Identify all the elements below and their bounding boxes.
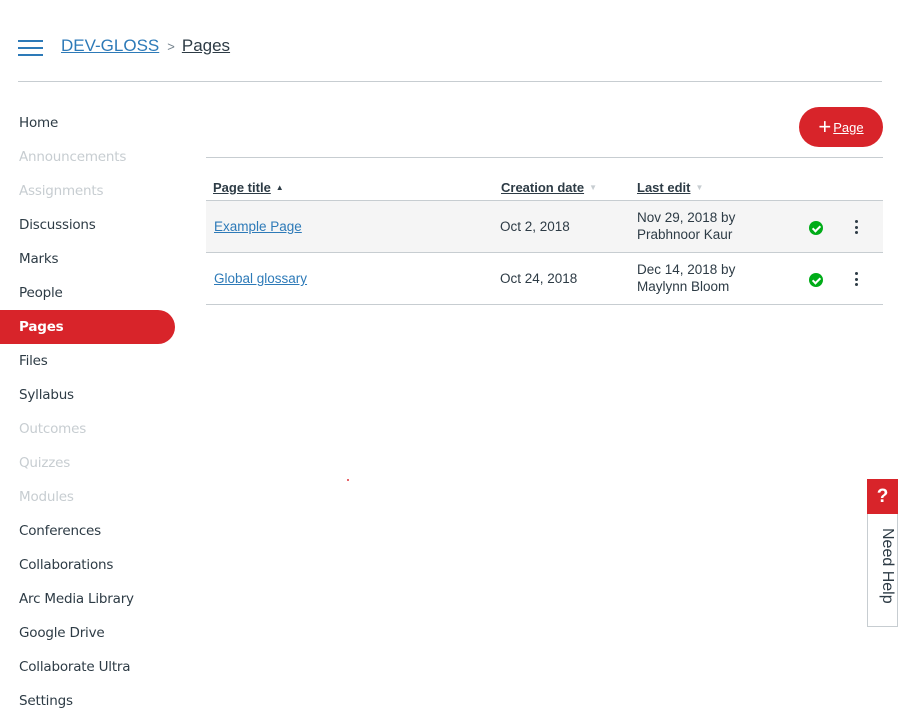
column-header-creation-date[interactable]: Creation date ▼ — [501, 180, 597, 195]
sidebar-item-settings[interactable]: Settings — [19, 693, 73, 709]
plus-icon: + — [818, 114, 832, 139]
page-title-link[interactable]: Global glossary — [214, 271, 308, 286]
last-edit — [637, 261, 735, 295]
add-page-label: Page — [833, 119, 864, 135]
hamburger-menu-icon[interactable] — [18, 40, 43, 58]
last-edit-author: Prabhnoor Kaur — [637, 227, 733, 242]
sidebar-item-pages[interactable]: Pages — [0, 310, 175, 344]
table-row — [206, 201, 883, 253]
breadcrumb-current-page[interactable]: Pages — [181, 36, 231, 55]
need-help-tab[interactable] — [867, 479, 898, 627]
page-header — [0, 0, 898, 82]
breadcrumb-course-link[interactable]: DEV-GLOSS — [61, 36, 160, 55]
toolbar-divider — [206, 157, 883, 158]
last-edit-author: Maylynn Bloom — [637, 279, 730, 294]
sidebar-item-people[interactable]: People — [19, 285, 63, 301]
breadcrumb-separator-icon: > — [167, 38, 175, 54]
last-edit-date: Nov 29, 2018 by — [637, 210, 736, 225]
pages-table-header — [206, 176, 883, 200]
sidebar-item-files[interactable]: Files — [19, 353, 48, 369]
sidebar-item-home[interactable]: Home — [19, 115, 59, 131]
last-edit — [637, 209, 735, 243]
last-edit-date: Dec 14, 2018 by — [637, 262, 736, 277]
creation-date: Oct 24, 2018 — [500, 271, 578, 286]
page-title-link[interactable]: Example Page — [214, 219, 302, 234]
sidebar-item-discussions[interactable]: Discussions — [19, 217, 96, 233]
sidebar-item-google-drive[interactable]: Google Drive — [19, 625, 105, 641]
sidebar-item-outcomes[interactable]: Outcomes — [19, 421, 87, 437]
column-header-page-title[interactable]: Page title ▲ — [213, 180, 284, 195]
sidebar-item-syllabus[interactable]: Syllabus — [19, 387, 74, 403]
stray-dot — [347, 479, 349, 481]
sidebar-item-marks[interactable]: Marks — [19, 251, 59, 267]
add-page-button[interactable] — [799, 107, 883, 147]
question-mark-icon: ? — [867, 479, 898, 514]
sidebar-item-arc-media-library[interactable]: Arc Media Library — [19, 591, 134, 607]
more-options-icon[interactable] — [850, 269, 862, 289]
sort-down-icon: ▼ — [695, 183, 704, 192]
published-check-icon[interactable] — [809, 273, 823, 287]
need-help-body — [867, 514, 898, 627]
need-help-label: Need Help — [879, 528, 896, 604]
more-options-icon[interactable] — [850, 217, 862, 237]
sidebar-item-announcements[interactable]: Announcements — [19, 149, 127, 165]
course-nav-sidebar — [0, 106, 178, 718]
published-check-icon[interactable] — [809, 221, 823, 235]
breadcrumb — [61, 36, 230, 56]
sort-down-icon: ▼ — [589, 183, 597, 192]
sidebar-item-assignments[interactable]: Assignments — [19, 183, 104, 199]
sidebar-item-quizzes[interactable]: Quizzes — [19, 455, 71, 471]
sidebar-item-modules[interactable]: Modules — [19, 489, 74, 505]
sidebar-item-collaborations[interactable]: Collaborations — [19, 557, 114, 573]
sidebar-item-collaborate-ultra[interactable]: Collaborate Ultra — [19, 659, 131, 675]
sidebar-item-conferences[interactable]: Conferences — [19, 523, 101, 539]
creation-date: Oct 2, 2018 — [500, 219, 570, 234]
table-row — [206, 253, 883, 305]
header-divider — [18, 81, 882, 82]
sort-ascending-icon: ▲ — [275, 183, 284, 192]
column-header-last-edit[interactable]: Last edit ▼ — [637, 180, 704, 195]
